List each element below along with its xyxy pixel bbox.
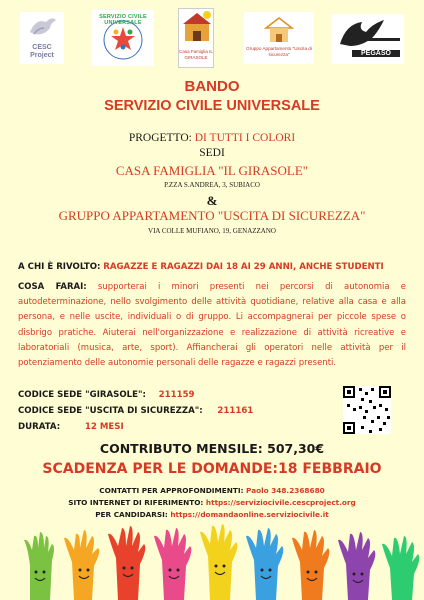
code-uscita-label: CODICE SEDE "USCITA DI SICUREZZA":: [18, 406, 203, 416]
project-line: [0, 132, 424, 144]
monthly-contribution: CONTRIBUTO MENSILE: 507,30€: [99, 441, 325, 456]
code-uscita-line: [18, 406, 253, 416]
logo-strip: [0, 8, 424, 70]
code-girasole-label: CODICE SEDE "GIRASOLE":: [18, 390, 146, 400]
code-uscita-value: 211161: [217, 406, 254, 416]
target-line: [18, 262, 418, 272]
servizio-civile-logo: SERVIZIO CIVILE UNIVERSALE: [92, 10, 154, 66]
bando-title: BANDO: [184, 78, 240, 95]
target-value: RAGAZZE E RAGAZZI DAI 18 AI 29 ANNI, ANCHE STUDENTI: [103, 262, 384, 272]
cesc-project-logo: CESC Project: [20, 12, 64, 64]
casa-famiglia-address: P.ZZA S.ANDREA, 3, SUBIACO: [164, 181, 260, 189]
apply-label: PER CANDIDARSI:: [95, 510, 168, 519]
hand-icon: [338, 532, 375, 600]
durata-value: 12 MESI: [84, 422, 124, 432]
website-line: [0, 498, 424, 507]
project-label: PROGETTO:: [128, 132, 192, 144]
code-girasole-line: [18, 390, 195, 400]
hand-icon: [64, 530, 99, 600]
activities-text: supporterai i minori presenti nei percorsi di autonomia e autodeterminazione, nello svolgimento delle attività quotidiane, relative alla casa e alla persona, e nelle uscite, individuali o di gruppo. Li accompagnerai per piccole spese o disbrigo pratiche. Aiuterai nell'organizzazione e realizzazione di attività ricreative e laboratoriali (musica, arte, sport). Affiancherai gli operatori nelle attività per il potenziamento delle autonomie personali delle ragazze e ragazzi presenti.: [18, 282, 407, 369]
painted-hands-illustration: [0, 522, 424, 600]
hand-icon: [24, 532, 54, 600]
hand-icon: [246, 528, 283, 600]
hand-icon: [154, 528, 191, 600]
house-sketch-icon: [244, 12, 314, 46]
contact-label: CONTATTI PER APPROFONDIMENTI:: [99, 486, 244, 495]
gruppo-appartamento-name: GRUPPO APPARTAMENTO "USCITA DI SICUREZZA": [58, 208, 366, 223]
apply-line: [0, 510, 424, 519]
durata-label: DURATA:: [18, 422, 61, 432]
hand-icon: [292, 530, 329, 600]
dove-icon: [20, 12, 64, 42]
durata-line: [18, 422, 124, 432]
code-girasole-value: 211159: [158, 390, 195, 400]
contact-info-line: [0, 486, 424, 495]
house-icon: [179, 9, 214, 45]
casa-famiglia-logo: Casa Famiglia IL GIRASOLE: [178, 8, 214, 68]
website-link[interactable]: https://serviziocivile.cescproject.org: [205, 498, 356, 507]
ampersand: &: [206, 193, 218, 208]
project-name: DI TUTTI I COLORI: [194, 132, 296, 144]
program-title: SERVIZIO CIVILE UNIVERSALE: [104, 98, 320, 114]
gruppo-appartamento-address: VIA COLLE MUFIANO, 19, GENAZZANO: [148, 227, 276, 235]
gruppo-appartamento-logo: Gruppo Appartamento "Uscita di sicurezza": [244, 12, 314, 64]
casa-famiglia-name: CASA FAMIGLIA "IL GIRASOLE": [115, 163, 309, 178]
activities-paragraph: [18, 280, 406, 371]
application-deadline: SCADENZA PER LE DOMANDE:18 FEBBRAIO: [42, 461, 382, 477]
pegaso-logo: PEGASO: [332, 14, 404, 64]
sedi-heading: SEDI: [199, 147, 225, 159]
hand-icon: [200, 524, 237, 600]
hand-icon: [382, 536, 419, 600]
qr-code[interactable]: [343, 386, 391, 434]
contact-value: Paolo 348.2368680: [246, 486, 325, 495]
apply-link[interactable]: https://domandaonline.serviziocivile.it: [170, 510, 329, 519]
target-label: A CHI È RIVOLTO:: [18, 262, 101, 272]
hand-icon: [108, 526, 145, 600]
winged-horse-icon: [332, 14, 404, 52]
website-label: SITO INTERNET DI RIFERIMENTO:: [68, 498, 204, 507]
activities-label: COSA FARAI:: [18, 282, 87, 292]
